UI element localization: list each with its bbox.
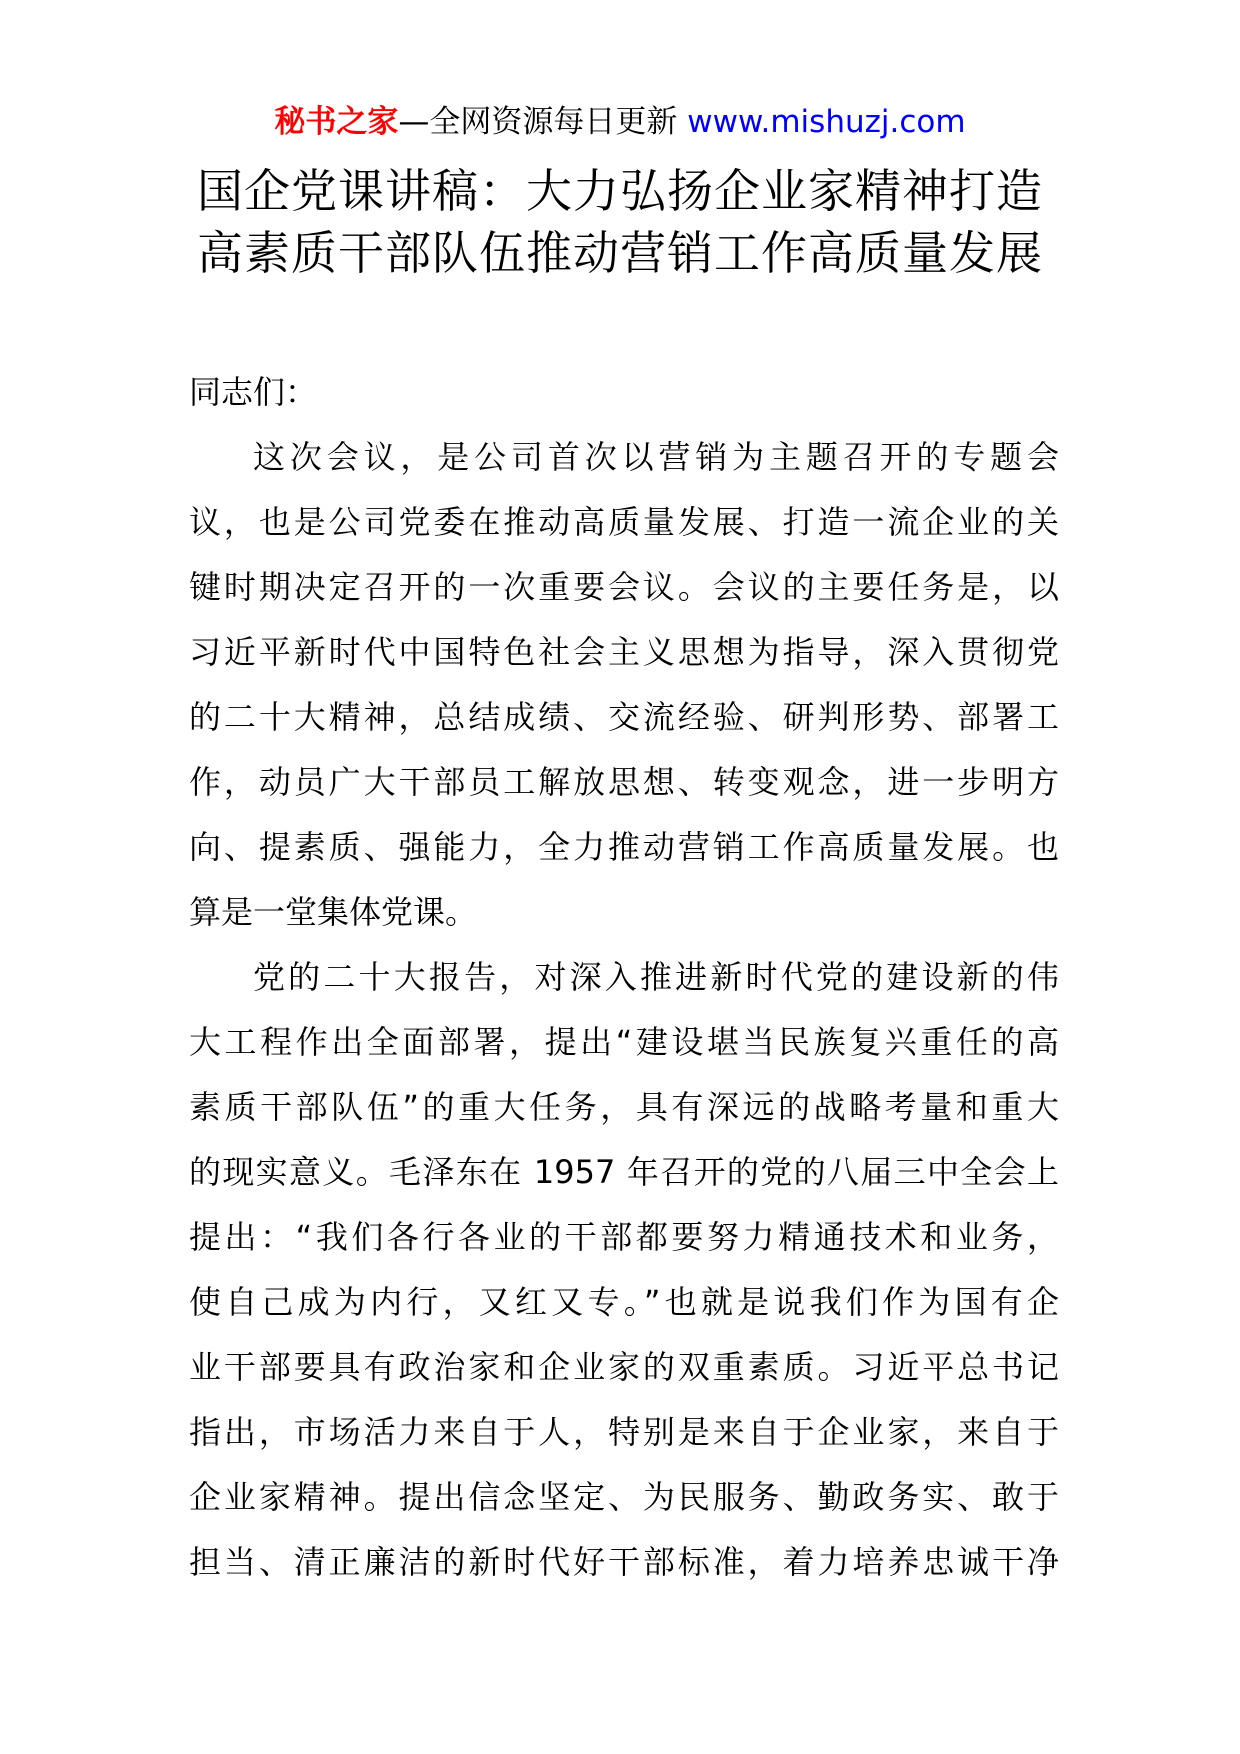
- paragraph-line: 提出：“我们各行各业的干部都要努力精通技术和业务，: [189, 1218, 1059, 1256]
- paragraph-line: 指出，市场活力来自于人，特别是来自于企业家，来自于: [189, 1413, 1059, 1451]
- document-body: [189, 360, 1059, 1595]
- paragraph-line: 党的二十大报告，对深入推进新时代党的建设新的伟: [253, 958, 1059, 996]
- paragraph-line: 使自己成为内行，又红又专。”也就是说我们作为国有企: [189, 1283, 1059, 1321]
- paragraph-1: [189, 425, 1059, 945]
- paragraph-line: 作，动员广大干部员工解放思想、转变观念，进一步明方: [189, 763, 1059, 801]
- title-line-2: 高素质干部队伍推动营销工作高质量发展: [197, 226, 1043, 280]
- site-header: [0, 102, 1240, 142]
- brand-name: 秘书之家: [274, 104, 399, 140]
- paragraph-line: 议，也是公司党委在推动高质量发展、打造一流企业的关: [189, 503, 1059, 541]
- paragraph-line: 素质干部队伍”的重大任务，具有深远的战略考量和重大: [189, 1088, 1059, 1126]
- paragraph-line: 担当、清正廉洁的新时代好干部标准，着力培养忠诚干净: [189, 1543, 1059, 1581]
- paragraph-line: 的现实意义。毛泽东在 1957 年召开的党的八届三中全会上: [189, 1153, 1059, 1191]
- paragraph-line: 大工程作出全面部署，提出“建设堪当民族复兴重任的高: [189, 1023, 1059, 1061]
- paragraph-line: 算是一堂集体党课。: [189, 893, 478, 931]
- paragraph-line: 业干部要具有政治家和企业家的双重素质。习近平总书记: [189, 1348, 1059, 1386]
- document-title: [150, 160, 1090, 284]
- title-line-1: 国企党课讲稿：大力弘扬企业家精神打造: [197, 164, 1043, 218]
- paragraph-line: 键时期决定召开的一次重要会议。会议的主要任务是，以: [189, 568, 1059, 606]
- paragraph-line: 习近平新时代中国特色社会主义思想为指导，深入贯彻党: [189, 633, 1059, 671]
- paragraph-2: [189, 945, 1059, 1595]
- site-url-link[interactable]: www.mishuzj.com: [687, 104, 966, 140]
- paragraph-line: 向、提素质、强能力，全力推动营销工作高质量发展。也: [189, 828, 1059, 866]
- paragraph-line: 这次会议，是公司首次以营销为主题召开的专题会: [253, 438, 1059, 476]
- salutation: 同志们：: [189, 373, 318, 411]
- header-tagline: —全网资源每日更新: [398, 104, 678, 140]
- paragraph-line: 企业家精神。提出信念坚定、为民服务、勤政务实、敢于: [189, 1478, 1059, 1516]
- paragraph-line: 的二十大精神，总结成绩、交流经验、研判形势、部署工: [189, 698, 1059, 736]
